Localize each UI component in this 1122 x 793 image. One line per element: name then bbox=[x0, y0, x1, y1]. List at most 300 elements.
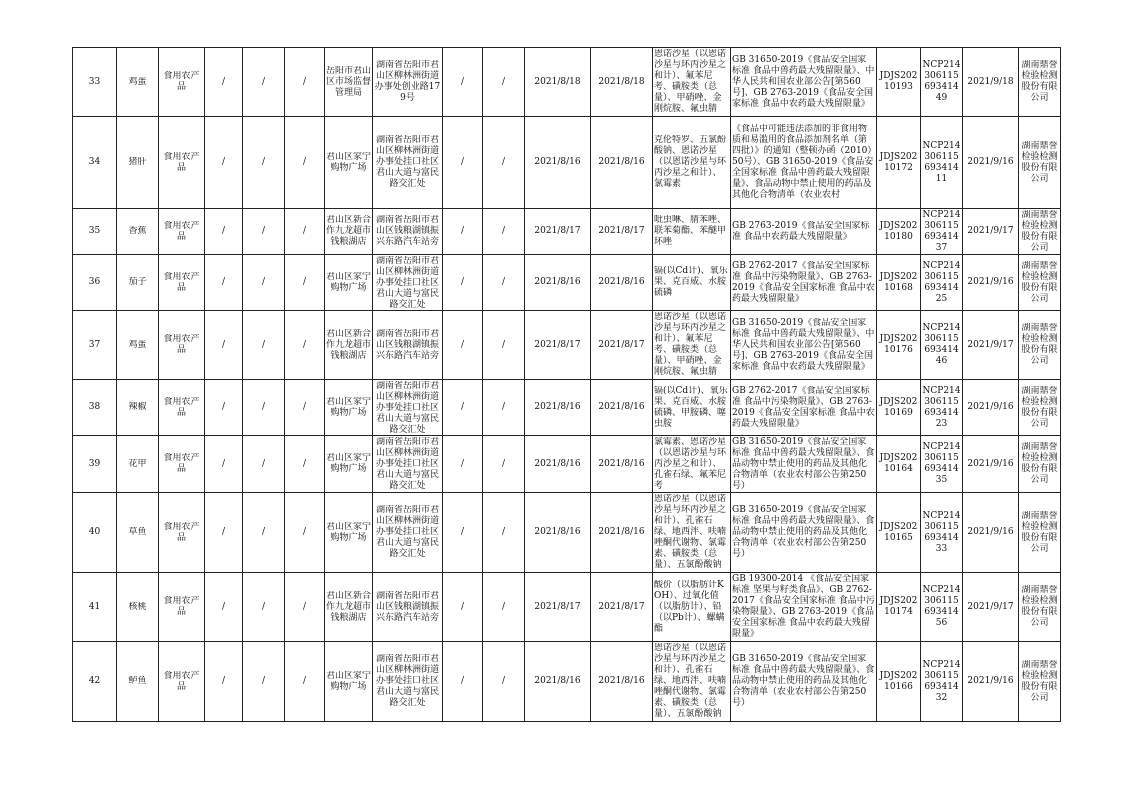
test-items-cell-text: 氯霉素、恩诺沙星（以恩诺沙星与环丙沙星之和计）、孔雀石绿、氟苯尼考 bbox=[654, 436, 727, 491]
standard-cell bbox=[731, 380, 877, 436]
sample-name-cell bbox=[117, 311, 159, 380]
sampled-address-cell-text: 湖南省岳阳市君山区柳林洲街道办事处创业路179号 bbox=[374, 60, 441, 103]
standard-cell bbox=[731, 436, 877, 493]
sampling-date-cell bbox=[591, 573, 653, 642]
report-date-cell-text: 2021/9/16 bbox=[967, 676, 1014, 686]
producer-cell-text: / bbox=[460, 226, 465, 236]
test-items-cell-text: 恩诺沙星（以恩诺沙星与环丙沙星之和计）、氟苯尼考、磺胺类（总量）、甲硝唑、金刚烷胺、氟虫腈 bbox=[654, 312, 727, 377]
production-date-cell bbox=[525, 493, 591, 573]
producer-cell bbox=[443, 48, 483, 117]
sampled-unit-cell bbox=[325, 380, 373, 436]
trademark-cell-text: / bbox=[261, 76, 266, 87]
sample-number-cell-text: NCP21430611569341432 bbox=[922, 659, 961, 703]
manufacturer-cell bbox=[285, 573, 325, 642]
sample-name-cell bbox=[117, 573, 159, 642]
inspection-results-table bbox=[72, 47, 1061, 722]
test-items-cell bbox=[653, 48, 731, 117]
report-date-cell bbox=[963, 642, 1019, 722]
lab-name-cell bbox=[1019, 255, 1061, 311]
report-date-cell bbox=[963, 436, 1019, 493]
report-number-cell bbox=[877, 117, 921, 209]
sample-name-cell bbox=[117, 380, 159, 436]
producer-cell-text: / bbox=[460, 402, 465, 412]
report-number-cell-text: JDJS20210174 bbox=[879, 596, 918, 617]
report-number-cell bbox=[877, 642, 921, 722]
sample-name-cell-text: 猪肝 bbox=[128, 157, 147, 167]
test-items-cell bbox=[653, 436, 731, 493]
report-date-cell bbox=[963, 573, 1019, 642]
test-items-cell-text: 恩诺沙星（以恩诺沙星与环丙沙星之和计）、孔雀石绿、地西泮、呋喃唑酮代谢物、氯霉素、磺胺类（总量）、五氯酚酸钠 bbox=[654, 494, 727, 570]
row-number-cell-text: 38 bbox=[88, 402, 101, 412]
spec-cell-text: / bbox=[221, 157, 226, 167]
producer-address-cell-text: / bbox=[501, 76, 506, 87]
row-number-cell bbox=[73, 209, 117, 255]
row-number-cell-text: 33 bbox=[88, 76, 101, 87]
test-items-cell bbox=[653, 117, 731, 209]
spec-cell bbox=[205, 436, 243, 493]
category-cell bbox=[159, 311, 205, 380]
manufacturer-cell bbox=[285, 493, 325, 573]
row-number-cell bbox=[73, 493, 117, 573]
category-cell bbox=[159, 209, 205, 255]
standard-cell-text: GB 31650-2019《食品安全国家标准 食品中兽药最大残留限量》、食品动物中禁止使用的药品及其他化合物清单（农业农村部公告第250号） bbox=[732, 654, 875, 708]
category-cell bbox=[159, 380, 205, 436]
sampling-date-cell-text: 2021/8/16 bbox=[598, 277, 645, 287]
report-number-cell-text: JDJS20210168 bbox=[879, 271, 918, 293]
sampled-unit-cell-text: 君山区家宁购物广场 bbox=[326, 670, 371, 692]
producer-cell bbox=[443, 255, 483, 311]
sampled-address-cell-text: 湖南省岳阳市君山区钱粮湖镇振兴东路汽车站旁 bbox=[375, 328, 439, 361]
spec-cell bbox=[205, 311, 243, 380]
report-date-cell bbox=[963, 311, 1019, 380]
category-cell-text: 食用农产品 bbox=[163, 334, 200, 355]
standard-cell-text: GB 31650-2019《食品安全国家标准 食品中兽药最大残留限量》、食品动物中禁止使用的药品及其他化合物清单（农业农村部公告第250号） bbox=[732, 436, 875, 491]
sampling-date-cell bbox=[591, 48, 653, 117]
category-cell-text: 食用农产品 bbox=[163, 271, 200, 293]
producer-address-cell bbox=[483, 493, 525, 573]
report-number-cell-text: JDJS20210166 bbox=[879, 670, 918, 692]
report-date-cell bbox=[963, 48, 1019, 117]
spec-cell-text: / bbox=[221, 527, 226, 537]
sampling-date-cell bbox=[591, 493, 653, 573]
sampling-date-cell-text: 2021/8/16 bbox=[598, 157, 645, 167]
sampled-unit-cell bbox=[325, 255, 373, 311]
sample-name-cell bbox=[117, 117, 159, 209]
standard-cell bbox=[731, 311, 877, 380]
row-number-cell-text: 35 bbox=[88, 226, 101, 236]
trademark-cell bbox=[243, 48, 285, 117]
sample-number-cell-text: NCP21430611569341433 bbox=[922, 510, 961, 554]
sample-name-cell-text: 草鱼 bbox=[128, 527, 147, 537]
report-number-cell-text: JDJS20210176 bbox=[879, 334, 918, 355]
production-date-cell bbox=[525, 436, 591, 493]
report-number-cell-text: JDJS20210164 bbox=[879, 453, 918, 474]
sampled-address-cell bbox=[373, 255, 443, 311]
lab-name-cell-text: 湖南鼎誉检验检测股份有限公司 bbox=[1021, 260, 1058, 304]
producer-address-cell-text: / bbox=[501, 157, 506, 167]
trademark-cell bbox=[243, 436, 285, 493]
report-number-cell-text: JDJS20210165 bbox=[879, 521, 918, 543]
sample-number-cell-text: NCP21430611569341423 bbox=[922, 385, 961, 429]
sample-name-cell-text: 香蕉 bbox=[128, 226, 147, 236]
trademark-cell-text: / bbox=[261, 402, 266, 412]
sample-name-cell-text: 鲈鱼 bbox=[128, 676, 147, 686]
sample-name-cell-text: 鸡蛋 bbox=[128, 76, 147, 87]
spec-cell bbox=[205, 255, 243, 311]
standard-cell bbox=[731, 209, 877, 255]
sampled-address-cell bbox=[373, 436, 443, 493]
report-date-cell-text: 2021/9/16 bbox=[967, 277, 1014, 287]
report-number-cell bbox=[877, 436, 921, 493]
producer-cell-text: / bbox=[460, 601, 465, 612]
report-date-cell bbox=[963, 117, 1019, 209]
lab-name-cell bbox=[1019, 209, 1061, 255]
category-cell-text: 食用农产品 bbox=[163, 220, 200, 242]
sampled-unit-cell bbox=[325, 117, 373, 209]
test-items-cell bbox=[653, 380, 731, 436]
manufacturer-cell-text: / bbox=[302, 76, 307, 87]
sample-name-cell bbox=[117, 493, 159, 573]
sampled-unit-cell bbox=[325, 493, 373, 573]
report-number-cell bbox=[877, 380, 921, 436]
producer-address-cell-text: / bbox=[501, 402, 506, 412]
category-cell bbox=[159, 48, 205, 117]
sample-name-cell bbox=[117, 642, 159, 722]
production-date-cell bbox=[525, 380, 591, 436]
test-items-cell bbox=[653, 493, 731, 573]
spec-cell-text: / bbox=[221, 277, 226, 287]
spec-cell bbox=[205, 48, 243, 117]
spec-cell bbox=[205, 209, 243, 255]
lab-name-cell bbox=[1019, 436, 1061, 493]
lab-name-cell bbox=[1019, 117, 1061, 209]
producer-address-cell-text: / bbox=[501, 676, 506, 686]
sample-number-cell bbox=[921, 380, 963, 436]
test-items-cell bbox=[653, 573, 731, 642]
sample-name-cell bbox=[117, 209, 159, 255]
category-cell bbox=[159, 117, 205, 209]
sampling-date-cell bbox=[591, 209, 653, 255]
test-items-cell-text: 吡虫啉、腈苯唑、联苯菊酯、苯醚甲环唑 bbox=[654, 215, 727, 247]
production-date-cell bbox=[525, 642, 591, 722]
sample-number-cell bbox=[921, 48, 963, 117]
spec-cell bbox=[205, 117, 243, 209]
test-items-cell-text: 克伦特罗、五氯酚酸钠、恩诺沙星（以恩诺沙星与环丙沙星之和计）、氯霉素 bbox=[654, 135, 727, 189]
row-number-cell-text: 42 bbox=[88, 676, 101, 686]
row-number-cell bbox=[73, 380, 117, 436]
sampled-address-cell bbox=[373, 209, 443, 255]
lab-name-cell bbox=[1019, 311, 1061, 380]
manufacturer-cell bbox=[285, 380, 325, 436]
lab-name-cell bbox=[1019, 493, 1061, 573]
row-number-cell bbox=[73, 255, 117, 311]
sampled-unit-cell-text: 君山区新合作九龙超市钱粮湖店 bbox=[326, 215, 371, 247]
lab-name-cell-text: 湖南鼎誉检验检测股份有限公司 bbox=[1021, 510, 1058, 554]
lab-name-cell-text: 湖南鼎誉检验检测股份有限公司 bbox=[1021, 659, 1058, 703]
report-date-cell-text: 2021/9/16 bbox=[967, 458, 1014, 469]
category-cell-text: 食用农产品 bbox=[163, 521, 200, 543]
report-number-cell-text: JDJS20210193 bbox=[879, 71, 918, 92]
sample-number-cell bbox=[921, 573, 963, 642]
sampled-unit-cell bbox=[325, 436, 373, 493]
table-row bbox=[73, 493, 1061, 573]
sampled-unit-cell-text: 岳阳市君山区市场监督管理局 bbox=[326, 65, 371, 98]
trademark-cell-text: / bbox=[261, 226, 266, 236]
producer-cell-text: / bbox=[460, 339, 465, 350]
row-number-cell bbox=[73, 311, 117, 380]
manufacturer-cell-text: / bbox=[302, 601, 307, 612]
production-date-cell-text: 2021/8/16 bbox=[534, 157, 581, 167]
spec-cell-text: / bbox=[221, 226, 226, 236]
report-date-cell-text: 2021/9/16 bbox=[967, 527, 1014, 537]
production-date-cell bbox=[525, 48, 591, 117]
standard-cell-text: GB 2762-2017《食品安全国家标准 食品中污染物限量》、GB 2763-2019《食品安全国家标准 食品中农药最大残留限量》 bbox=[732, 385, 875, 429]
trademark-cell bbox=[243, 642, 285, 722]
sampled-unit-cell bbox=[325, 642, 373, 722]
producer-address-cell bbox=[483, 209, 525, 255]
production-date-cell bbox=[525, 209, 591, 255]
producer-address-cell-text: / bbox=[501, 339, 506, 350]
row-number-cell-text: 37 bbox=[88, 339, 101, 350]
report-date-cell-text: 2021/9/17 bbox=[967, 601, 1014, 612]
spec-cell bbox=[205, 380, 243, 436]
report-date-cell bbox=[963, 493, 1019, 573]
sampling-date-cell-text: 2021/8/17 bbox=[598, 226, 645, 236]
producer-address-cell bbox=[483, 255, 525, 311]
trademark-cell bbox=[243, 493, 285, 573]
sampled-address-cell-text: 湖南省岳阳市君山区柳林洲街道办事处挂口社区君山大道与富民路交汇处 bbox=[375, 380, 439, 435]
spec-cell-text: / bbox=[221, 402, 226, 412]
sample-number-cell bbox=[921, 493, 963, 573]
standard-cell-text: GB 31650-2019《食品安全国家标准 食品中兽药最大残留限量》、食品动物中禁止使用的药品及其他化合物清单（农业农村部公告第250号） bbox=[732, 505, 875, 559]
sampled-unit-cell-text: 君山区家宁购物广场 bbox=[326, 151, 371, 173]
sampling-date-cell-text: 2021/8/17 bbox=[598, 339, 645, 350]
report-date-cell-text: 2021/9/16 bbox=[967, 402, 1014, 412]
sampled-unit-cell bbox=[325, 48, 373, 117]
test-items-cell bbox=[653, 311, 731, 380]
producer-cell-text: / bbox=[460, 458, 465, 469]
trademark-cell-text: / bbox=[261, 527, 266, 537]
producer-cell bbox=[443, 642, 483, 722]
sample-number-cell bbox=[921, 642, 963, 722]
producer-cell bbox=[443, 493, 483, 573]
trademark-cell-text: / bbox=[261, 157, 266, 167]
standard-cell-text: GB 31650-2019《食品安全国家标准 食品中兽药最大残留限量》、中华人民共和国农业部公告[第560号]、GB 2763-2019《食品安全国家标准 食品中农药最大残留限量》 bbox=[732, 317, 875, 372]
lab-name-cell-text: 湖南鼎誉检验检测股份有限公司 bbox=[1021, 209, 1058, 253]
lab-name-cell bbox=[1019, 48, 1061, 117]
trademark-cell bbox=[243, 209, 285, 255]
sample-name-cell-text: 辣椒 bbox=[128, 402, 147, 412]
report-number-cell-text: JDJS20210180 bbox=[879, 220, 918, 242]
report-number-cell-text: JDJS20210172 bbox=[879, 151, 918, 173]
sample-number-cell bbox=[921, 436, 963, 493]
manufacturer-cell bbox=[285, 209, 325, 255]
sampled-address-cell bbox=[373, 642, 443, 722]
category-cell bbox=[159, 436, 205, 493]
sample-number-cell bbox=[921, 255, 963, 311]
sampled-unit-cell-text: 君山区家宁购物广场 bbox=[326, 521, 371, 543]
lab-name-cell bbox=[1019, 380, 1061, 436]
sample-number-cell bbox=[921, 209, 963, 255]
sample-number-cell-text: NCP21430611569341411 bbox=[922, 140, 961, 184]
sampled-address-cell bbox=[373, 380, 443, 436]
lab-name-cell-text: 湖南鼎誉检验检测股份有限公司 bbox=[1021, 585, 1058, 628]
table-row bbox=[73, 311, 1061, 380]
producer-cell bbox=[443, 380, 483, 436]
table-row bbox=[73, 573, 1061, 642]
spec-cell-text: / bbox=[221, 76, 226, 87]
manufacturer-cell-text: / bbox=[302, 676, 307, 686]
test-items-cell bbox=[653, 209, 731, 255]
standard-cell bbox=[731, 117, 877, 209]
trademark-cell bbox=[243, 117, 285, 209]
category-cell bbox=[159, 573, 205, 642]
sample-number-cell-text: NCP21430611569341449 bbox=[922, 60, 961, 103]
production-date-cell-text: 2021/8/16 bbox=[534, 676, 581, 686]
producer-cell bbox=[443, 209, 483, 255]
row-number-cell bbox=[73, 436, 117, 493]
report-number-cell bbox=[877, 48, 921, 117]
standard-cell bbox=[731, 573, 877, 642]
sampling-date-cell bbox=[591, 436, 653, 493]
producer-cell bbox=[443, 117, 483, 209]
sampled-address-cell-text: 湖南省岳阳市君山区柳林洲街道办事处挂口社区君山大道与富民路交汇处 bbox=[375, 436, 439, 491]
row-number-cell-text: 39 bbox=[88, 458, 101, 469]
production-date-cell bbox=[525, 117, 591, 209]
trademark-cell bbox=[243, 573, 285, 642]
sampled-address-cell-text: 湖南省岳阳市君山区柳林洲街道办事处挂口社区君山大道与富民路交汇处 bbox=[375, 255, 439, 310]
production-date-cell bbox=[525, 255, 591, 311]
test-items-cell-text: 酸价（以脂肪计KOH）、过氧化值（以脂肪计）、铅（以Pb计）、螺螨酯 bbox=[654, 579, 725, 634]
sample-number-cell-text: NCP21430611569341437 bbox=[922, 209, 961, 253]
report-number-cell bbox=[877, 493, 921, 573]
sampling-date-cell bbox=[591, 642, 653, 722]
table-row bbox=[73, 380, 1061, 436]
report-date-cell bbox=[963, 380, 1019, 436]
spec-cell-text: / bbox=[221, 458, 226, 469]
lab-name-cell bbox=[1019, 573, 1061, 642]
spec-cell-text: / bbox=[221, 676, 226, 686]
spec-cell bbox=[205, 573, 243, 642]
sample-name-cell-text: 鸡蛋 bbox=[128, 339, 147, 350]
report-date-cell-text: 2021/9/17 bbox=[967, 226, 1014, 236]
table-row bbox=[73, 255, 1061, 311]
sample-name-cell bbox=[117, 436, 159, 493]
standard-cell-text: GB 2762-2017《食品安全国家标准 食品中污染物限量》、GB 2763-2019《食品安全国家标准 食品中农药最大残留限量》 bbox=[732, 260, 875, 304]
producer-address-cell-text: / bbox=[501, 458, 506, 469]
producer-cell-text: / bbox=[460, 76, 465, 87]
manufacturer-cell bbox=[285, 311, 325, 380]
sampled-address-cell-text: 湖南省岳阳市君山区柳林洲街道办事处挂口社区君山大道与富民路交汇处 bbox=[375, 505, 439, 559]
row-number-cell bbox=[73, 573, 117, 642]
standard-cell-text: GB 31650-2019《食品安全国家标准 食品中兽药最大残留限量》、中华人民共和国农业部公告[第560号]、GB 2763-2019《食品安全国家标准 食品中农药最大残留限量》 bbox=[732, 54, 875, 109]
producer-address-cell-text: / bbox=[501, 226, 506, 236]
producer-cell-text: / bbox=[460, 277, 465, 287]
manufacturer-cell bbox=[285, 255, 325, 311]
test-items-cell-text: 镉(以Cd计)、氧乐果、克百威、水胺硫磷 bbox=[654, 266, 728, 298]
trademark-cell-text: / bbox=[261, 339, 266, 350]
sampling-date-cell-text: 2021/8/17 bbox=[598, 601, 645, 612]
report-date-cell-text: 2021/9/17 bbox=[967, 339, 1014, 350]
sample-number-cell-text: NCP21430611569341446 bbox=[922, 323, 961, 366]
producer-cell bbox=[443, 573, 483, 642]
standard-cell bbox=[731, 255, 877, 311]
sampled-unit-cell-text: 君山区新合作九龙超市钱粮湖店 bbox=[326, 328, 371, 361]
production-date-cell-text: 2021/8/16 bbox=[534, 458, 581, 469]
test-items-cell bbox=[653, 642, 731, 722]
sample-name-cell-text: 核桃 bbox=[128, 601, 147, 612]
category-cell bbox=[159, 255, 205, 311]
spec-cell-text: / bbox=[221, 601, 226, 612]
sampled-unit-cell-text: 君山区家宁购物广场 bbox=[326, 453, 371, 474]
producer-address-cell bbox=[483, 642, 525, 722]
category-cell bbox=[159, 493, 205, 573]
spec-cell-text: / bbox=[221, 339, 226, 350]
table-row bbox=[73, 209, 1061, 255]
report-date-cell bbox=[963, 209, 1019, 255]
report-number-cell bbox=[877, 573, 921, 642]
sampling-date-cell-text: 2021/8/16 bbox=[598, 458, 645, 469]
manufacturer-cell-text: / bbox=[302, 339, 307, 350]
report-date-cell-text: 2021/9/18 bbox=[967, 76, 1014, 87]
sample-number-cell bbox=[921, 311, 963, 380]
manufacturer-cell bbox=[285, 642, 325, 722]
trademark-cell bbox=[243, 380, 285, 436]
row-number-cell-text: 34 bbox=[88, 157, 101, 167]
report-number-cell bbox=[877, 311, 921, 380]
sampling-date-cell-text: 2021/8/16 bbox=[598, 402, 645, 412]
production-date-cell-text: 2021/8/16 bbox=[534, 527, 581, 537]
sampled-address-cell bbox=[373, 493, 443, 573]
category-cell-text: 食用农产品 bbox=[163, 596, 200, 617]
sample-number-cell bbox=[921, 117, 963, 209]
producer-address-cell-text: / bbox=[501, 527, 506, 537]
test-items-cell-text: 恩诺沙星（以恩诺沙星与环丙沙星之和计）、氟苯尼考、磺胺类（总量）、甲硝唑、金刚烷胺、氟虫腈 bbox=[654, 49, 727, 114]
sampling-date-cell-text: 2021/8/16 bbox=[598, 527, 645, 537]
lab-name-cell bbox=[1019, 642, 1061, 722]
manufacturer-cell-text: / bbox=[302, 402, 307, 412]
row-number-cell-text: 41 bbox=[88, 601, 101, 612]
category-cell-text: 食用农产品 bbox=[163, 670, 200, 692]
production-date-cell-text: 2021/8/18 bbox=[534, 76, 581, 87]
sample-number-cell-text: NCP21430611569341425 bbox=[922, 260, 961, 304]
producer-address-cell bbox=[483, 117, 525, 209]
lab-name-cell-text: 湖南鼎誉检验检测股份有限公司 bbox=[1021, 140, 1058, 184]
production-date-cell-text: 2021/8/17 bbox=[534, 339, 581, 350]
table-row bbox=[73, 48, 1061, 117]
row-number-cell bbox=[73, 48, 117, 117]
producer-address-cell-text: / bbox=[501, 277, 506, 287]
lab-name-cell-text: 湖南鼎誉检验检测股份有限公司 bbox=[1021, 442, 1058, 485]
sampling-date-cell-text: 2021/8/16 bbox=[598, 676, 645, 686]
standard-cell-text: GB 19300-2014 《食品安全国家标准 坚果与籽类食品》、GB 2762-2017《食品安全国家标准 食品中污染物限量》、GB 2763-2019《食品安全国家标准 食品中农药最大残留限量》 bbox=[732, 574, 875, 639]
manufacturer-cell-text: / bbox=[302, 157, 307, 167]
report-date-cell-text: 2021/9/16 bbox=[967, 157, 1014, 167]
manufacturer-cell bbox=[285, 117, 325, 209]
sampling-date-cell bbox=[591, 117, 653, 209]
report-number-cell bbox=[877, 255, 921, 311]
manufacturer-cell bbox=[285, 48, 325, 117]
table-row bbox=[73, 117, 1061, 209]
trademark-cell-text: / bbox=[261, 676, 266, 686]
test-items-cell-text: 镉(以Cd计)、氧乐果、克百威、水胺硫磷、甲胺磷、噻虫胺 bbox=[654, 385, 728, 429]
lab-name-cell-text: 湖南鼎誉检验检测股份有限公司 bbox=[1021, 323, 1058, 366]
row-number-cell bbox=[73, 117, 117, 209]
manufacturer-cell-text: / bbox=[302, 226, 307, 236]
producer-address-cell bbox=[483, 436, 525, 493]
table-row bbox=[73, 436, 1061, 493]
production-date-cell bbox=[525, 311, 591, 380]
